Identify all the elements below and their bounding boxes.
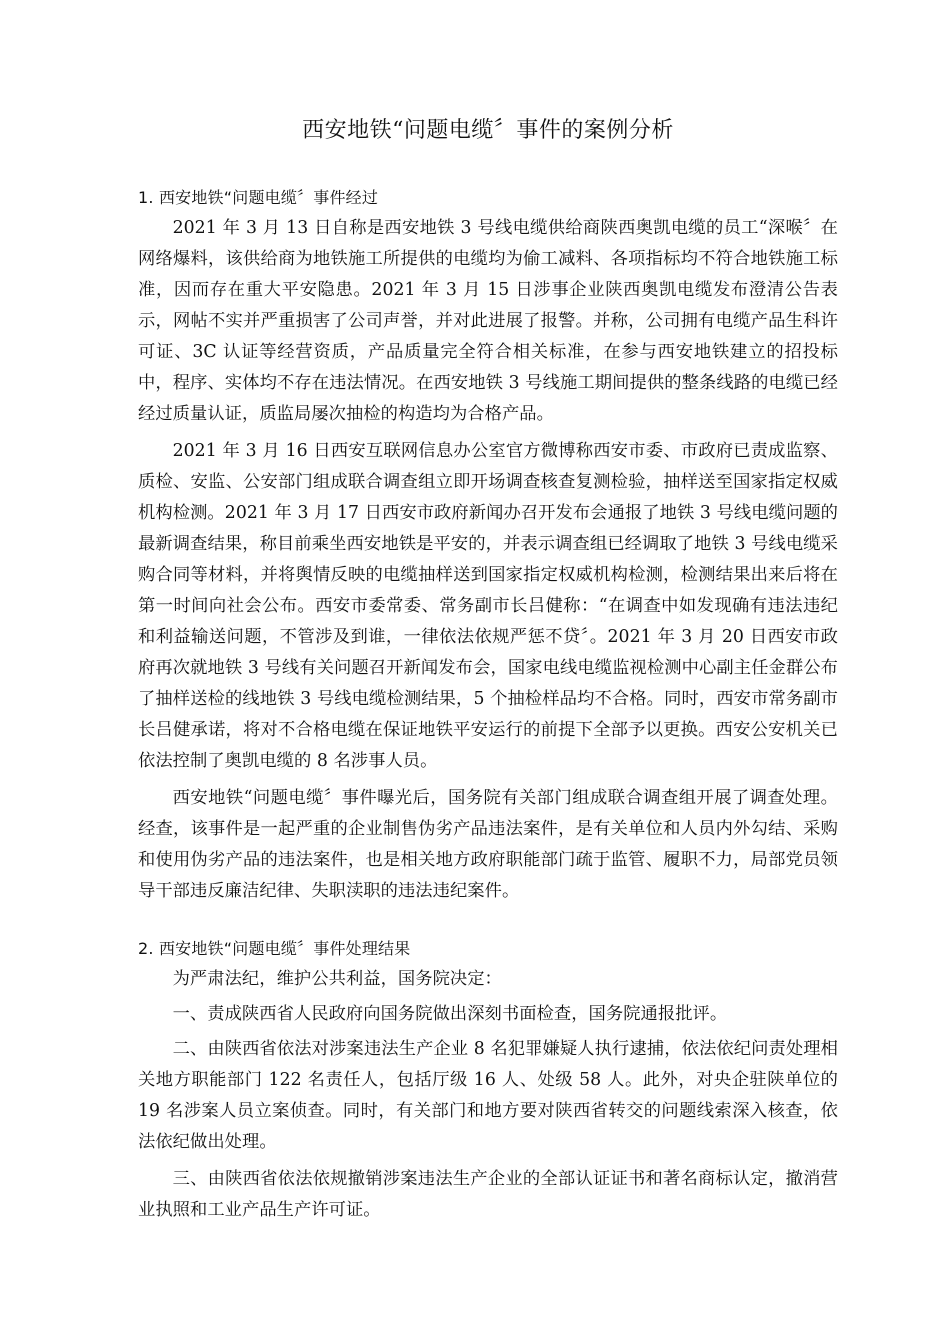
section-1-paragraph-2: 2021 年 3 月 16 日西安互联网信息办公室官方微博称西安市委、市政府已责成监察、质检、安监、公安部门组成联合调查组立即开场调查核查复测检验，抽样送至国家指定权威机构检测。2021 年 3 月 17 日西安市政府新闻办召开发布会通报了地铁 3 号线电缆问题的最新调查结果，称目前乘坐西安地铁是平安的，并表示调查组已经调取了地铁 3 号线电缆采购合同等材料，并将舆情反映的电缆抽样送到国家指定权威机构检测，检测结果出来后将在第一时间向社会公布。西安市委常委、常务副市长吕健称：“在调查中如发现确有违法违纪和利益输送问题，不管涉及到谁，一律依法依规严惩不贷〞。2021 年 3 月 20 日西安市政府再次就地铁 3 号线有关问题召开新闻发布会，国家电线电缆监视检测中心副主任金群公布了抽样送检的线地铁 3 号线电缆检测结果，5 个抽检样品均不合格。同时，西安市常务副市长吕健承诺，将对不合格电缆在保证地铁平安运行的前提下全部予以更换。西安公安机关已依法控制了奥凯电缆的 8 名涉事人员。: [138, 441, 838, 771]
section-1-paragraph-3: 西安地铁“问题电缆〞事件曝光后，国务院有关部门组成联合调查组开展了调查处理。经查，该事件是一起严重的企业制售伪劣产品违法案件，是有关单位和人员内外勾结、采购和使用伪劣产品的违法案件，也是相关地方政府职能部门疏于监管、履职不力，局部党员领导干部违反廉洁纪律、失职渎职的违法违纪案件。: [138, 788, 838, 901]
section-spacer: [138, 913, 838, 933]
document-title: 西安地铁“问题电缆〞事件的案例分析: [302, 118, 674, 143]
section-2-paragraph-3: 二、由陕西省依法对涉案违法生产企业 8 名犯罪嫌疑人执行逮捕，依法依纪问责处理相关地方职能部门 122 名责任人，包括厅级 16 人、处级 58 人。此外，对央企驻陕单位的 19 名涉案人员立案侦查。同时，有关部门和地方要对陕西省转交的问题线索深入核查，依法依纪做出处理。: [138, 1039, 838, 1152]
section-2-heading: 2. 西安地铁“问题电缆〞事件处理结果: [138, 939, 411, 958]
section-2-paragraph-2: 一、责成陕西省人民政府向国务院做出深刻书面检查，国务院通报批评。: [172, 1004, 728, 1024]
section-2-paragraph-4: 三、由陕西省依法依规撤销涉案违法生产企业的全部认证证书和著名商标认定，撤消营业执照和工业产品生产许可证。: [138, 1169, 838, 1220]
section-2-paragraph-1: 为严肃法纪，维护公共利益，国务院决定：: [172, 969, 502, 989]
document-body: [138, 114, 838, 1232]
section-1-paragraph-1: 2021 年 3 月 13 日自称是西安地铁 3 号线电缆供给商陕西奥凯电缆的员工“深喉〞在网络爆料，该供给商为地铁施工所提供的电缆均为偷工减料、各项指标均不符合地铁施工标准，因而存在重大平安隐患。2021 年 3 月 15 日涉事企业陕西奥凯电缆发布澄清公告表示，网帖不实并严重损害了公司声誉，并对此进展了报警。并称，公司拥有电缆产品生科许可证、3C 认证等经营资质，产品质量完全符合相关标准，在参与西安地铁建立的招投标中，程序、实体均不存在违法情况。在西安地铁 3 号线施工期间提供的整条线路的电缆已经经过质量认证，质监局屡次抽检的构造均为合格产品。: [138, 218, 838, 424]
section-1-heading: 1. 西安地铁“问题电缆〞事件经过: [138, 188, 379, 207]
